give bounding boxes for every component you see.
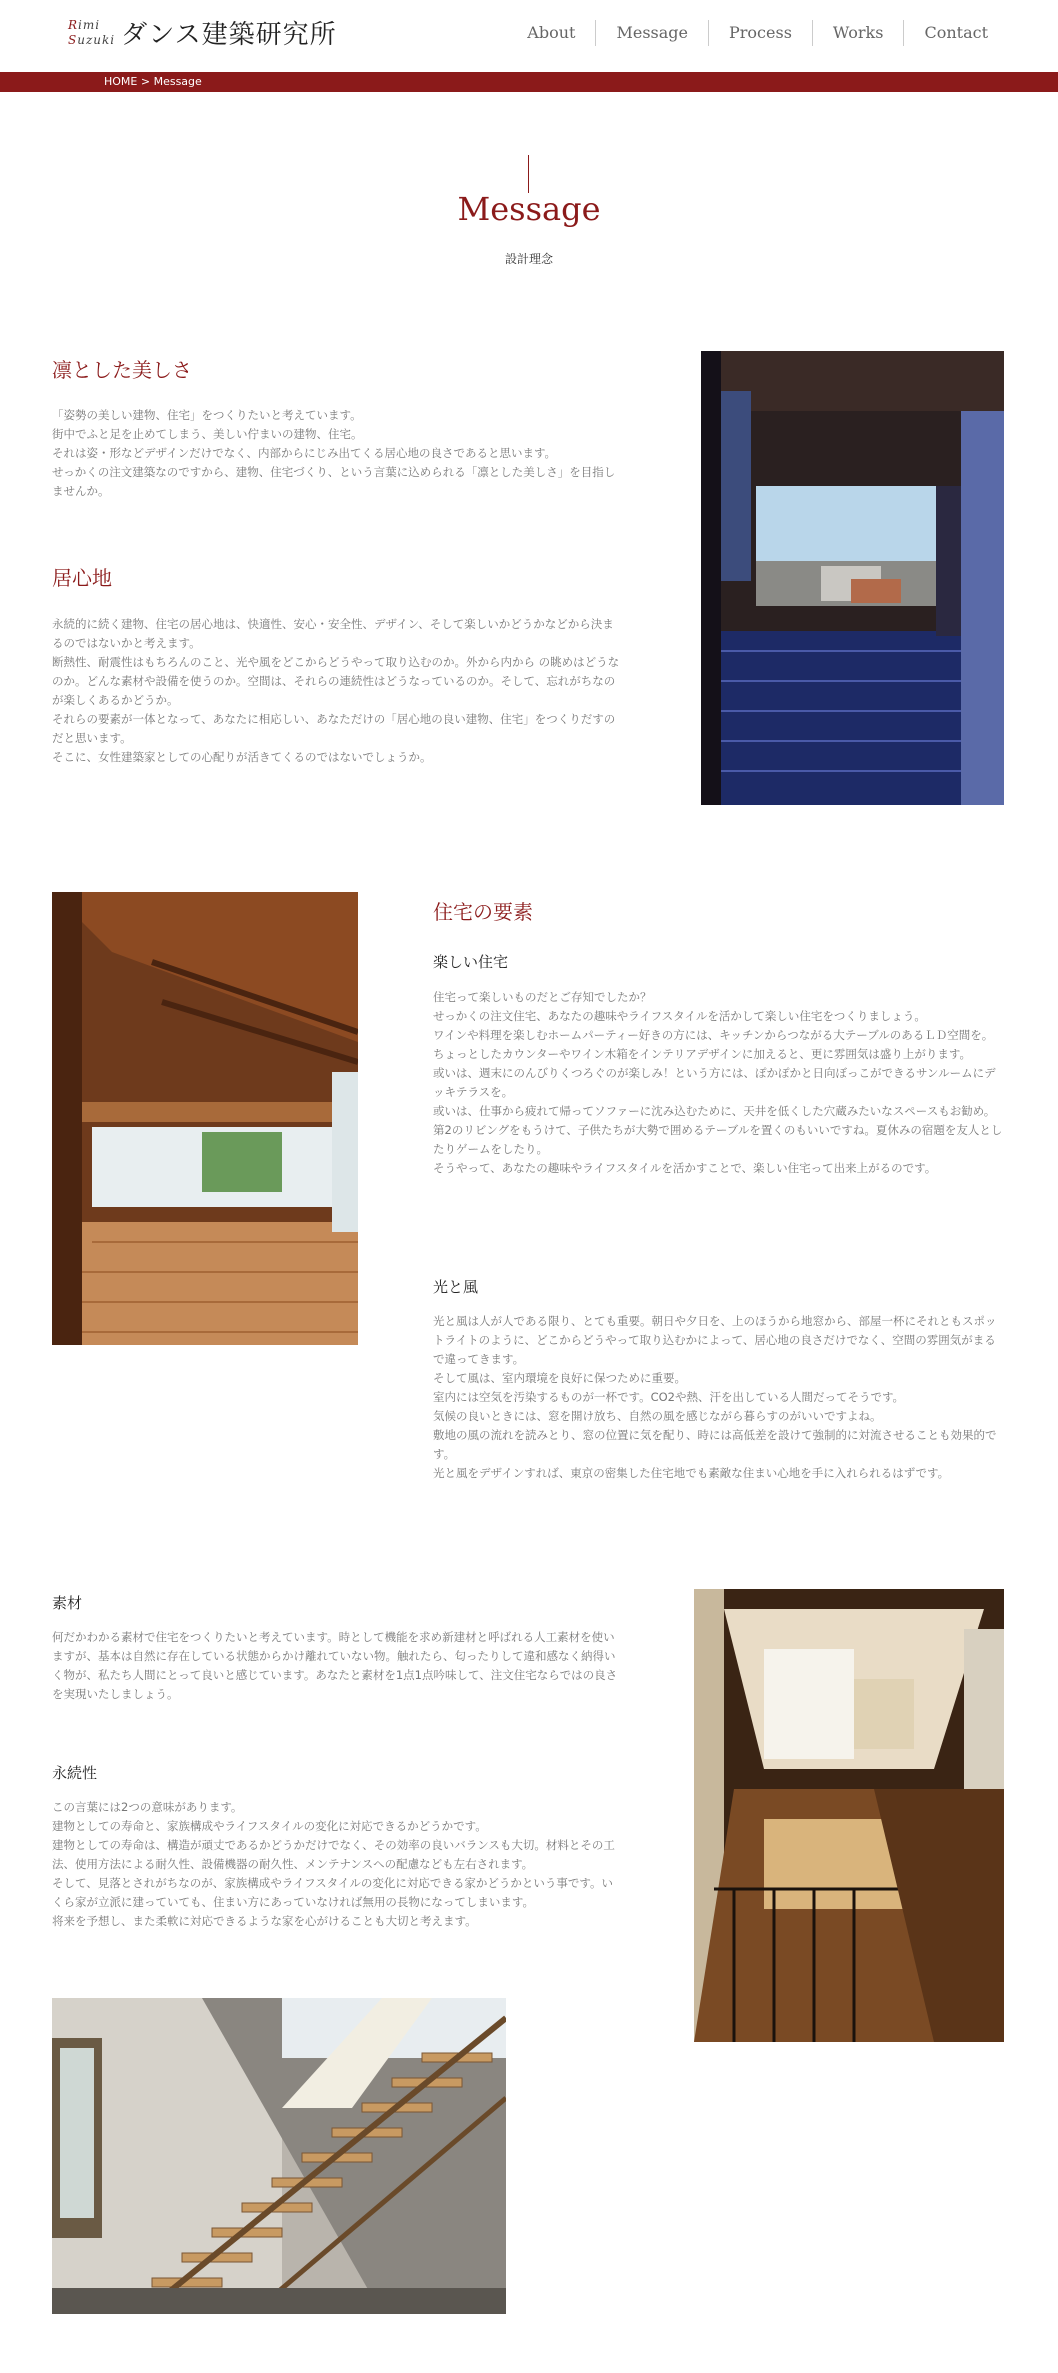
photo-wood-interior [52,892,358,1345]
paragraph-line: 建物としての寿命と、家族構成やライフスタイルの変化に対応できるかどうかです。 [52,1819,487,1833]
subheading-materials: 素材 [52,1594,83,1612]
photo-staircase [52,1998,506,2314]
nav-contact[interactable]: Contact [903,20,1008,46]
section-text-beauty [52,406,622,501]
nav-about[interactable]: About [527,23,576,42]
section-heading-comfort: 居心地 [52,566,112,590]
paragraph-line: 永続的に続く建物、住宅の居心地は、快適性、安心・安全性、デザイン、そして楽しいかどうかなどから決まるのではないかと考えます。 [52,617,614,650]
section-text-light-wind [433,1312,1003,1483]
section-text-fun-house [433,988,1003,1178]
page-subtitle: 設計理念 [504,252,553,266]
breadcrumb-bar [0,72,1058,92]
photo-atrium [694,1589,1004,2042]
subheading-durability: 永続性 [52,1764,98,1782]
subheading-fun-house: 楽しい住宅 [433,953,509,971]
paragraph-line: せっかくの注文建築なのですから、建物、住宅づくり、という言葉に込められる「凛とした美しさ」を目指しませんか。 [52,465,616,498]
section-text-comfort [52,615,622,767]
paragraph-line: そこに、女性建築家としての心配りが活きてくるのではないでしょうか。 [52,750,432,764]
paragraph-line: 第2のリビングをもうけて、子供たちが大勢で囲めるテーブルを置くのもいいですね。夏休みの宿題を友人としたりゲームをしたり。 [433,1123,1003,1156]
paragraph-line: 「姿勢の美しい建物、住宅」をつくりたいと考えています。 [52,408,362,422]
paragraph-line: 或いは、仕事から疲れて帰ってソファーに沈み込むために、天井を低くした穴蔵みたいなスペースもお勧め。 [433,1104,996,1118]
section-heading-beauty: 凛とした美しさ [52,358,192,382]
paragraph-line: 気候の良いときには、窓を開け放ち、自然の風を感じながら暮らすのがいいですよね。 [433,1409,882,1423]
paragraph-line: それは姿・形などデザインだけでなく、内部からにじみ出てくる居心地の良さであると思います。 [52,446,557,460]
section-heading-elements: 住宅の要素 [433,900,533,924]
section-text-durability [52,1798,622,1931]
paragraph-line: そして風は、室内環境を良好に保つために重要。 [433,1371,686,1385]
paragraph-line: 光と風は人が人である限り、とても重要。朝日や夕日を、上のほうから地窓から、部屋一杯にそれともスポットライトのように、どこからどうやって取り込むかによって、居心地の良さだけでなく、空間の雰囲気がまるで違ってきます。 [433,1314,997,1366]
paragraph-line: 何だかわかる素材で住宅をつくりたいと考えています。時として機能を求め新建材と呼ばれる人工素材を使いますが、基本は自然に存在している状態からかけ離れていない物。触れたら、匂ったりして違和感なく納得いく物が、私たち人間にとって良いと感じています。あなたと素材を1点1点吟味して、注文住宅ならではの良さを実現いたしましょう。 [52,1630,618,1701]
paragraph-line: 光と風をデザインすれば、東京の密集した住宅地でも素敵な住まい心地を手に入れられるはずです。 [433,1466,950,1480]
paragraph-line: 街中でふと足を止めてしまう、美しい佇まいの建物、住宅。 [52,427,363,441]
paragraph-line: 或いは、週末にのんびりくつろぐのが楽しみ！という方には、ぽかぽかと日向ぼっこができるサンルームにデッキテラスを。 [433,1066,996,1099]
nav-works[interactable]: Works [812,20,904,46]
paragraph-line: この言葉には2つの意味があります。 [52,1800,243,1814]
photo-balcony [701,351,1004,805]
breadcrumb[interactable]: HOME > Message [104,75,202,88]
paragraph-line: 敷地の風の流れを読みとり、窓の位置に気を配り、時には高低差を設けて強制的に対流させることも効果的です。 [433,1428,997,1461]
main-nav [507,20,1008,46]
paragraph-line: 住宅って楽しいものだとご存知でしたか？ [433,990,652,1004]
paragraph-line: ワインや料理を楽しむホームパーティー好きの方には、キッチンからつながる大テーブルのあるＬＤ空間を。ちょっとしたカウンターやワイン木箱をインテリアデザインに加えると、更に雰囲気は盛り上がります。 [433,1028,994,1061]
paragraph-line: 室内には空気を汚染するものが一杯です。CO2や熱、汗を出している人間だってそうです。 [433,1390,905,1404]
nav-process[interactable]: Process [708,20,812,46]
page-title: Message [457,190,601,228]
paragraph-line: 断熱性、耐震性はもちろんのこと、光や風をどこからどうやって取り込むのか。外から内から の眺めはどうなのか。どんな素材や設備を使うのか。空間は、それらの連続性はどうなっているのか。そして、忘れがちなのが楽しくあるかどうか。 [52,655,620,707]
subheading-light-wind: 光と風 [433,1278,479,1296]
logo[interactable] [68,14,337,51]
title-divider [528,155,529,193]
nav-message[interactable]: Message [595,20,708,46]
paragraph-line: そうやって、あなたの趣味やライフスタイルを活かすことで、楽しい住宅って出来上がるのです。 [433,1161,937,1175]
paragraph-line: 建物としての寿命は、構造が頑丈であるかどうかだけでなく、その効率の良いバランスも大切。材料とその工法、使用方法による耐久性、設備機器の耐久性、メンテナンスへの配慮なども左右されます。 [52,1838,615,1871]
logo-text: ダンス建築研究所 [121,20,337,50]
paragraph-line: そして、見落とされがちなのが、家族構成やライフスタイルの変化に対応できる家かどうかという事です。いくら家が立派に建っていても、住まい方にあっていなければ無用の長物になってしまいます。 [52,1876,613,1909]
paragraph-line: 将来を予想し、また柔軟に対応できるような家を心がけることも大切と考えます。 [52,1914,477,1928]
paragraph-line: それらの要素が一体となって、あなたに相応しい、あなただけの「居心地の良い建物、住宅」をつくりだすのだと思います。 [52,712,616,745]
site-header [0,0,1058,68]
section-text-materials [52,1628,622,1704]
logo-mark [68,18,115,48]
paragraph-line: せっかくの注文住宅、あなたの趣味やライフスタイルを活かして楽しい住宅をつくりましょう。 [433,1009,926,1023]
logo-line-rimi: Rimi [68,17,101,32]
logo-line-suzuki: Suzuki [68,32,116,47]
